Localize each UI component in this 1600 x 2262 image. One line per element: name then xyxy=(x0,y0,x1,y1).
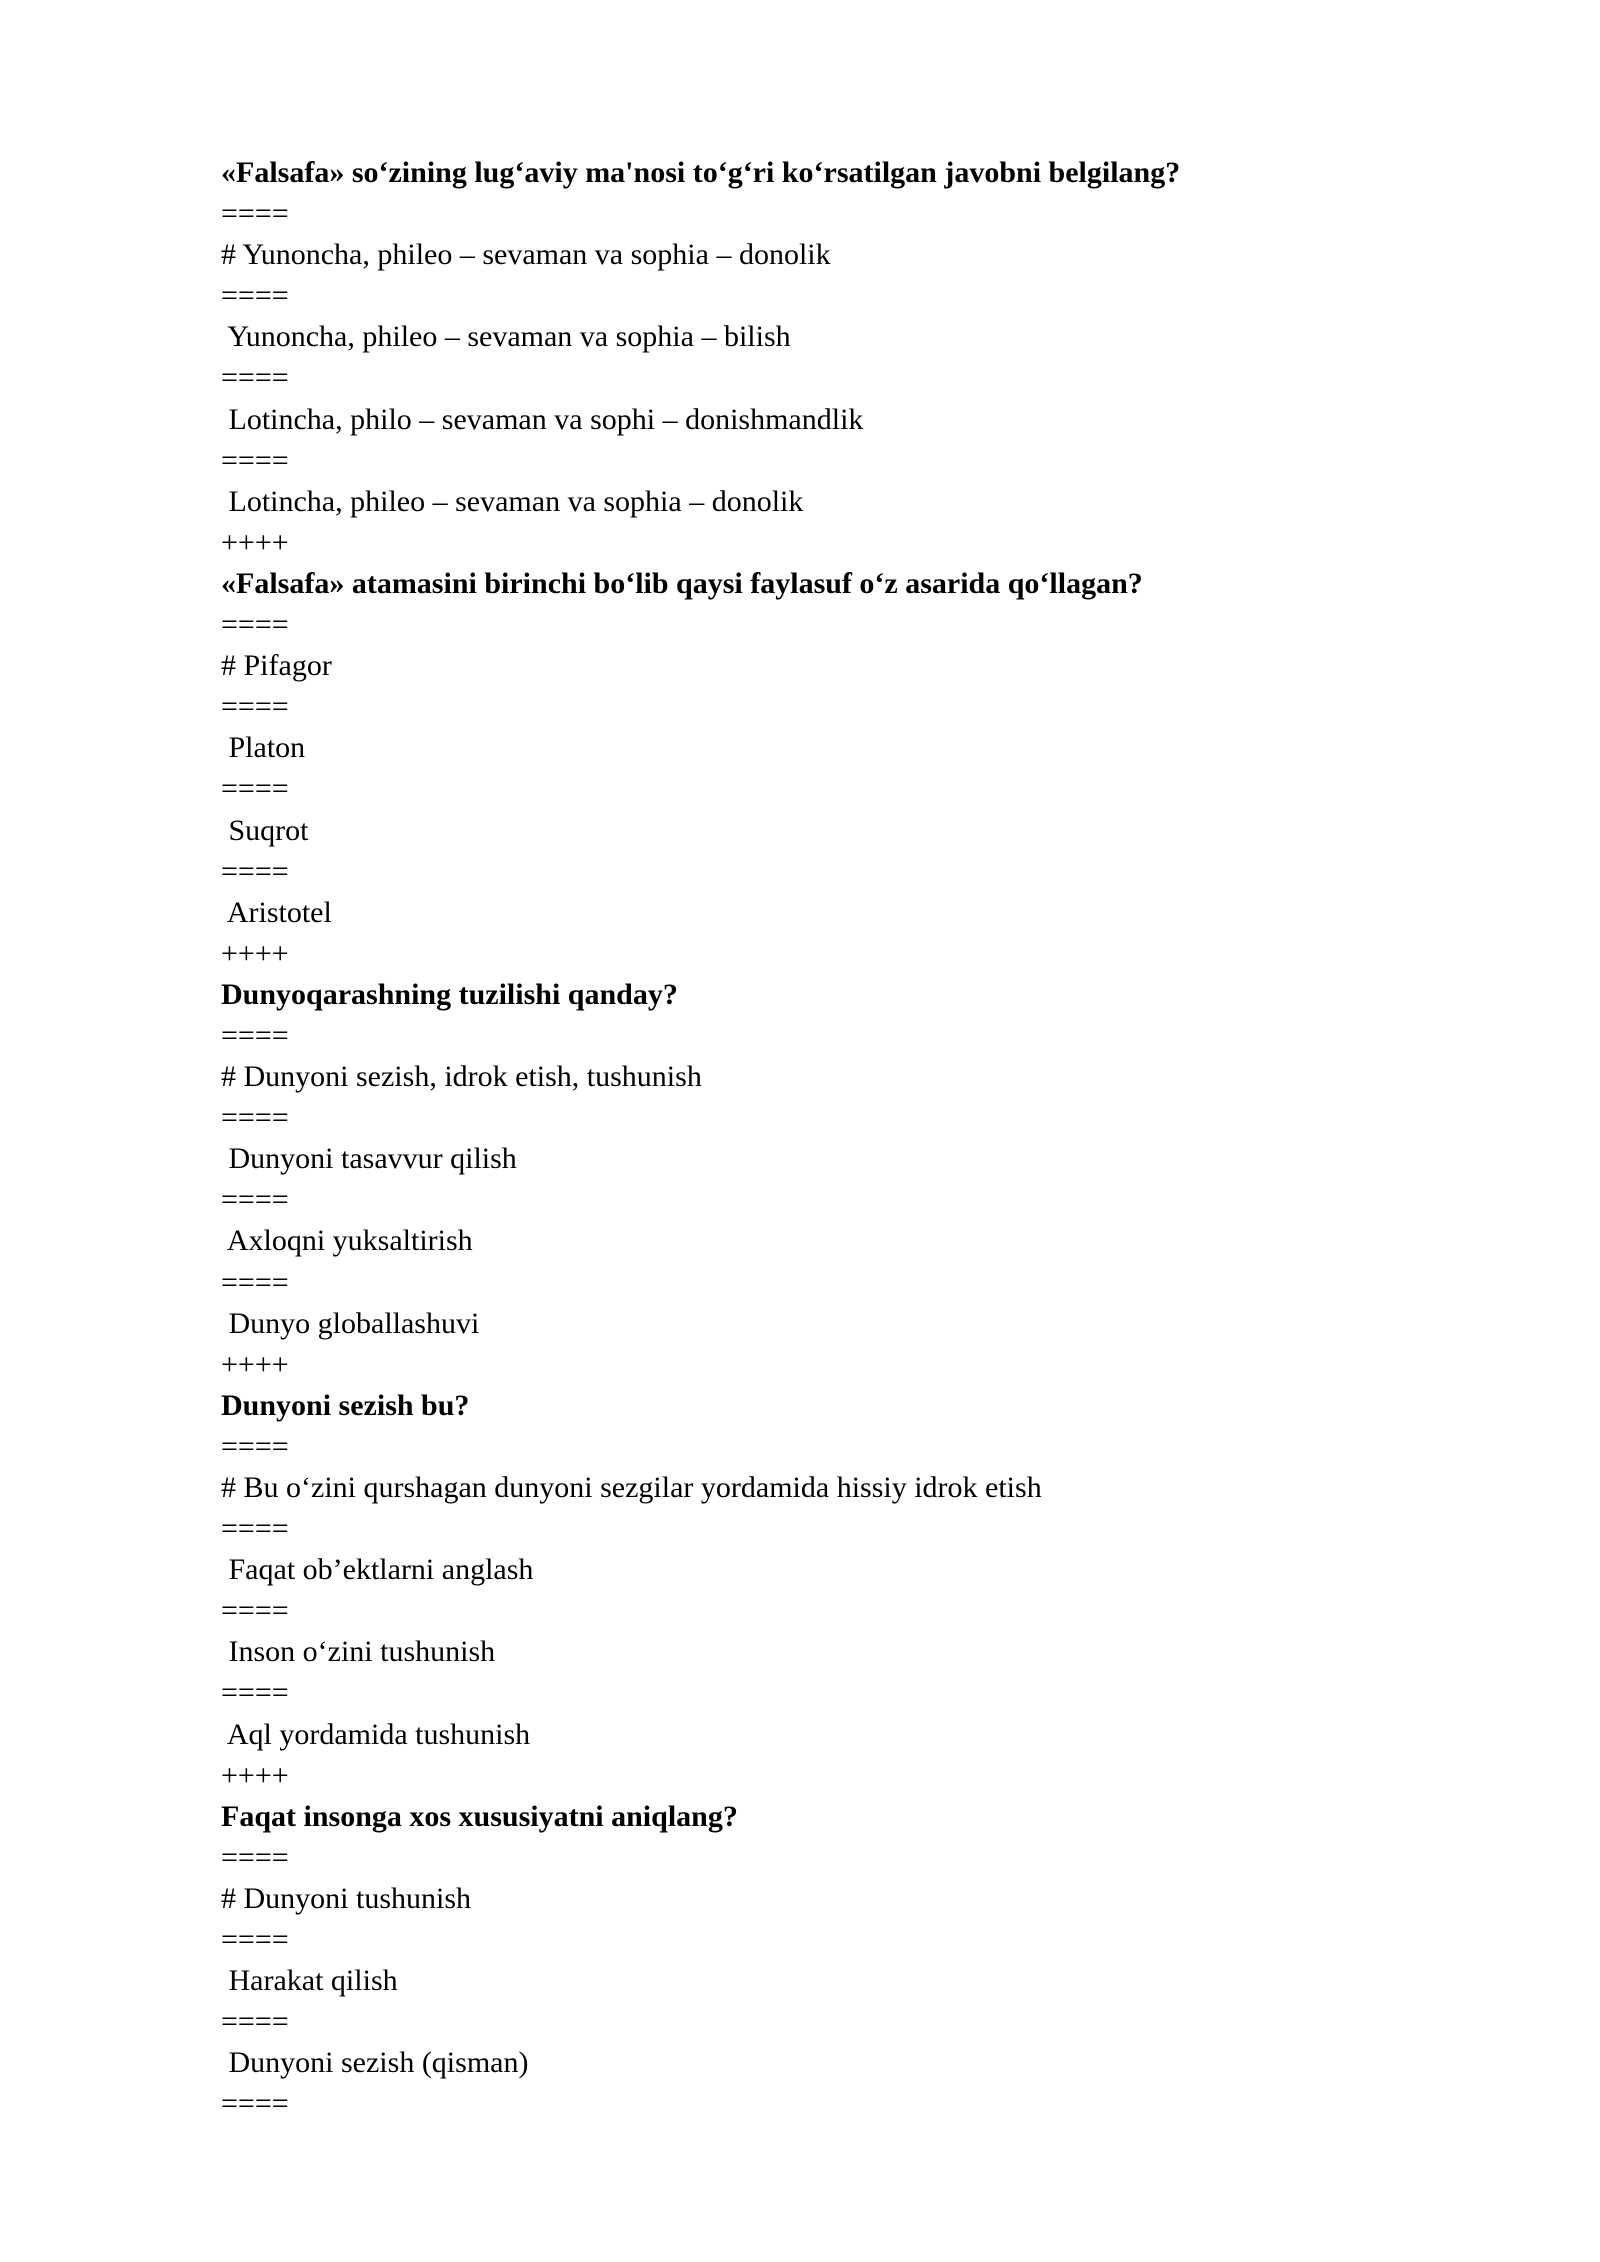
option-separator: ==== xyxy=(221,690,289,724)
option-line: # Yunoncha, phileo – sevaman va sophia – donolik xyxy=(221,238,831,272)
option-separator: ==== xyxy=(221,854,289,888)
option-separator: ==== xyxy=(221,1512,289,1546)
option-separator: ==== xyxy=(221,1676,289,1710)
option-separator: ==== xyxy=(221,772,289,806)
option-separator: ==== xyxy=(221,1594,289,1628)
question-separator: ++++ xyxy=(221,1347,289,1381)
question-separator: ++++ xyxy=(221,1758,289,1792)
option-separator: ==== xyxy=(221,1429,289,1463)
option-separator: ==== xyxy=(221,608,289,642)
option-line: # Bu o‘zini qurshagan dunyoni sezgilar yordamida hissiy idrok etish xyxy=(221,1471,1042,1504)
document-page xyxy=(221,152,1421,2125)
question-text: Dunyoqarashning tuzilishi qanday? xyxy=(221,977,678,1011)
option-line: Suqrot xyxy=(221,813,309,847)
option-separator: ==== xyxy=(221,2005,289,2039)
question-separator: ++++ xyxy=(221,525,289,559)
option-line: Dunyoni tasavvur qilish xyxy=(221,1142,517,1176)
option-separator: ==== xyxy=(221,361,289,395)
question-text: Faqat insonga xos xususiyatni aniqlang? xyxy=(221,1799,738,1833)
option-line: Axloqni yuksaltirish xyxy=(221,1224,473,1258)
option-line: # Pifagor xyxy=(221,649,332,683)
question-text: «Falsafa» so‘zining lug‘aviy ma'nosi to‘g‘ri ko‘rsatilgan javobni belgilang? xyxy=(221,156,1181,189)
option-line: Harakat qilish xyxy=(221,1964,398,1998)
option-line: Dunyoni sezish (qisman) xyxy=(221,2046,529,2080)
option-line: Yunoncha, phileo – sevaman va sophia – bilish xyxy=(221,320,791,354)
option-line: Lotincha, phileo – sevaman va sophia – donolik xyxy=(221,484,804,518)
option-line: Lotincha, philo – sevaman va sophi – donishmandlik xyxy=(221,402,864,436)
option-separator: ==== xyxy=(221,1183,289,1217)
option-separator: ==== xyxy=(221,1018,289,1052)
option-separator: ==== xyxy=(221,1923,289,1957)
option-line: Aql yordamida tushunish xyxy=(221,1717,531,1751)
option-separator: ==== xyxy=(221,1265,289,1299)
option-separator: ==== xyxy=(221,279,289,313)
option-separator: ==== xyxy=(221,443,289,477)
question-text: Dunyoni sezish bu? xyxy=(221,1388,470,1422)
option-line: Faqat ob’ektlarni anglash xyxy=(221,1553,534,1587)
option-separator: ==== xyxy=(221,197,289,231)
option-line: Platon xyxy=(221,731,306,765)
question-text: «Falsafa» atamasini birinchi bo‘lib qaysi faylasuf o‘z asarida qo‘llagan? xyxy=(221,566,1143,600)
option-line: Inson o‘zini tushunish xyxy=(221,1635,496,1669)
option-separator: ==== xyxy=(221,1101,289,1135)
option-separator: ==== xyxy=(221,2087,289,2121)
option-separator: ==== xyxy=(221,1840,289,1874)
option-line: Aristotel xyxy=(221,895,332,929)
question-separator: ++++ xyxy=(221,936,289,970)
option-line: Dunyo globallashuvi xyxy=(221,1306,480,1340)
option-line: # Dunyoni tushunish xyxy=(221,1881,472,1915)
option-line: # Dunyoni sezish, idrok etish, tushunish xyxy=(221,1060,702,1094)
